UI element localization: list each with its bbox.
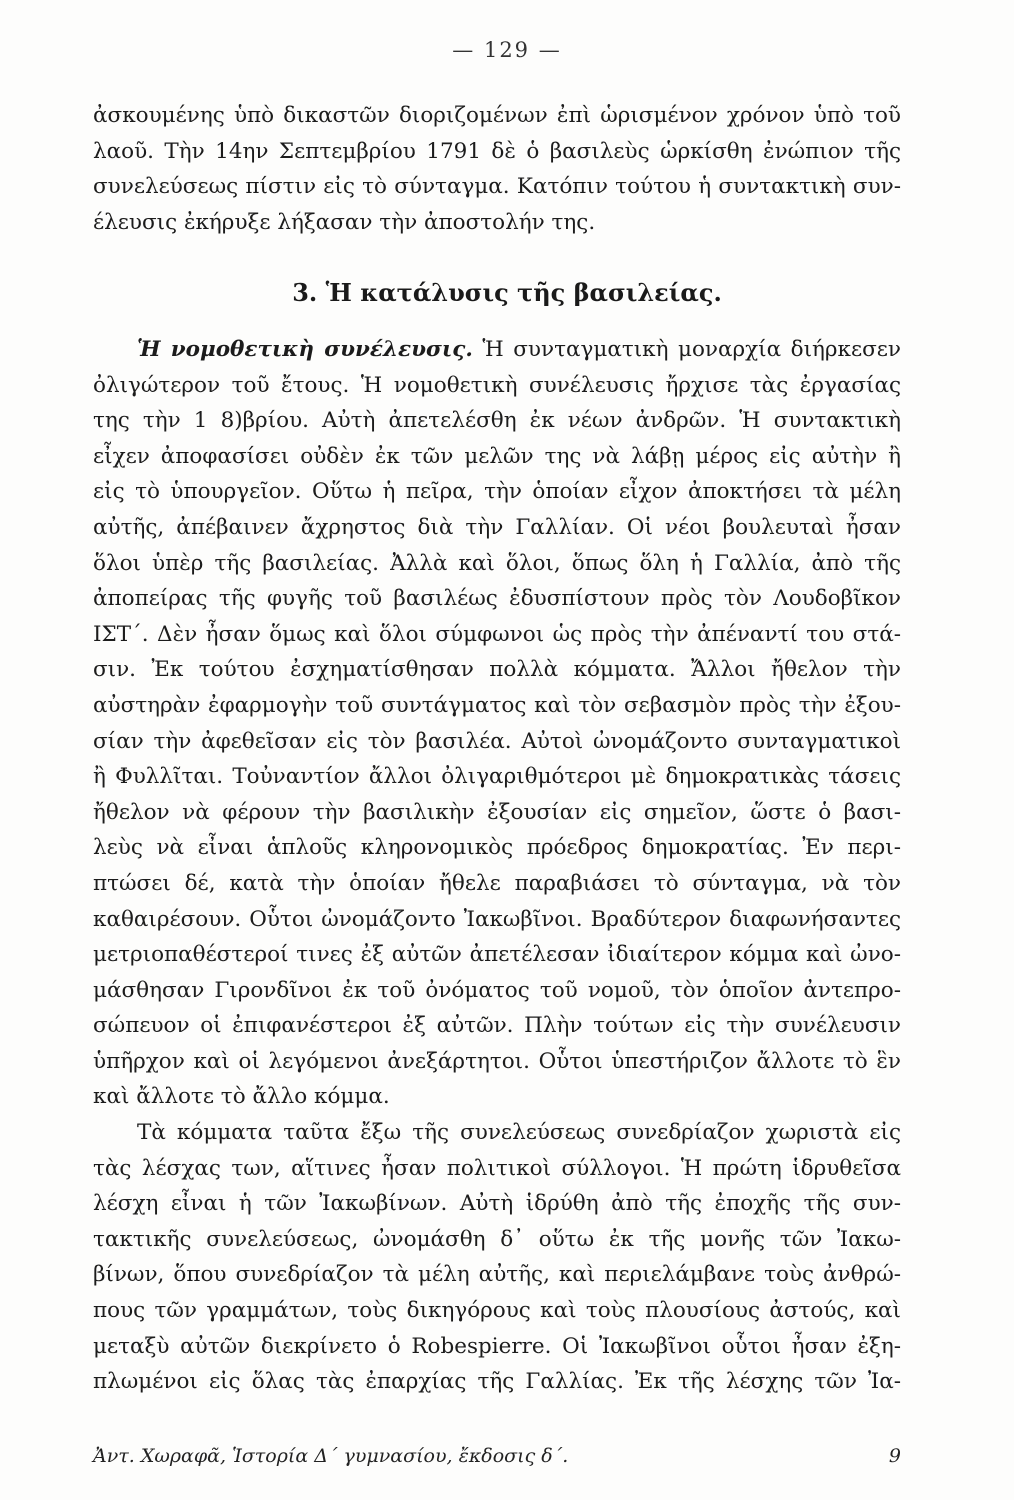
text-line: τακτικῆς συνελεύσεως, ὠνομάσθη δ᾽ οὕτω ἐκ τῆς μονῆς τῶν Ἰακω- xyxy=(93,1226,901,1252)
text-line: σίαν τὴν ἀφεθεῖσαν εἰς τὸν βασιλέα. Αὐτοὶ ὠνομάζοντο συνταγματικοὶ xyxy=(93,728,901,754)
page-footer xyxy=(93,1445,901,1467)
text-line: ὑπῆρχον καὶ οἱ λεγόμενοι ἀνεξάρτητοι. Οὗτοι ὑπεστήριζον ἄλλοτε τὸ ἓν xyxy=(93,1048,901,1074)
text-line: ἀσκουμένης ὑπὸ δικαστῶν διοριζομένων ἐπὶ ὡρισμένον χρόνον ὑπὸ τοῦ xyxy=(93,103,901,128)
text-line: τὰς λέσχας των, αἵτινες ἦσαν πολιτικοὶ σύλλογοι. Ἡ πρώτη ἱδρυθεῖσα xyxy=(93,1155,901,1181)
text-line: ΙΣΤ΄. Δὲν ἦσαν ὅμως καὶ ὅλοι σύμφωνοι ὡς πρὸς τὴν ἀπέναντί του στά- xyxy=(93,621,901,647)
text-line: ἀποπείρας τῆς φυγῆς τοῦ βασιλέως ἐδυσπίστουν πρὸς τὸν Λουδοβῖκον xyxy=(93,586,901,612)
text-line: ὅλοι ὑπὲρ τῆς βασιλείας. Ἀλλὰ καὶ ὅλοι, ὅπως ὅλη ἡ Γαλλία, ἀπὸ τῆς xyxy=(93,550,901,576)
text-line: εἰς τὸ ὑπουργεῖον. Οὕτω ἡ πεῖρα, τὴν ὁποίαν εἶχον ἀποκτήσει τὰ μέλη xyxy=(93,479,901,505)
section-heading: 3. Ἡ κατάλυσις τῆς βασιλείας. xyxy=(292,278,722,307)
text-line: έλευσις ἐκήρυξε λήξασαν τὴν ἀποστολήν της. xyxy=(93,209,596,235)
text-line: Τὰ κόμματα ταῦτα ἔξω τῆς συνελεύσεως συνεδρίαζον χωριστὰ εἰς xyxy=(137,1120,901,1146)
text-line: μεταξὺ αὐτῶν διεκρίνετο ὁ Robespierre. Οἱ Ἰακωβῖνοι οὗτοι ἦσαν ἐξη- xyxy=(93,1333,901,1359)
text-line: ἢ Φυλλῖται. Τοὐναντίον ἄλλοι ὀλιγαριθμότεροι μὲ δημοκρατικὰς τάσεις xyxy=(93,764,901,790)
text-line: πτώσει δέ, κατὰ τὴν ὁποίαν ἤθελε παραβιάσει τὸ σύνταγμα, νὰ τὸν xyxy=(93,870,901,896)
text-line: της τὴν 1 8)βρίου. Αὐτὴ ἀπετελέσθη ἐκ νέων ἀνδρῶν. Ἡ συντακτικὴ xyxy=(93,408,901,434)
intro-paragraph xyxy=(93,98,901,240)
text-line: πλωμένοι εἰς ὅλας τὰς ἐπαρχίας τῆς Γαλλίας. Ἐκ τῆς λέσχης τῶν Ἰα- xyxy=(93,1369,901,1395)
body-paragraph xyxy=(93,332,901,1400)
signature-mark: 9 xyxy=(888,1445,901,1467)
text-line: συνελεύσεως πίστιν εἰς τὸ σύνταγμα. Κατόπιν τούτου ἡ συντακτικὴ συν- xyxy=(93,174,901,200)
text-line: μετριοπαθέστεροί τινες ἐξ αὐτῶν ἀπετέλεσαν ἰδιαίτερον κόμμα καὶ ὠνο- xyxy=(93,942,901,968)
text-line: ὀλιγώτερον τοῦ ἔτους. Ἡ νομοθετικὴ συνέλευσις ἤρχισε τὰς ἐργασίας xyxy=(93,372,901,398)
text-line: λέσχη εἶναι ἡ τῶν Ἰακωβίνων. Αὐτὴ ἱδρύθη ἀπὸ τῆς ἐποχῆς τῆς συν- xyxy=(93,1191,901,1217)
text-line: καθαιρέσουν. Οὗτοι ὠνομάζοντο Ἰακωβῖνοι. Βραδύτερον διαφωνήσαντες xyxy=(93,906,901,932)
text-line: λαοῦ. Τὴν 14ην Σεπτεμβρίου 1791 δὲ ὁ βασιλεὺς ὡρκίσθη ἐνώπιον τῆς xyxy=(93,138,901,164)
text-line: πους τῶν γραμμάτων, τοὺς δικηγόρους καὶ τοὺς πλουσίους ἀστούς, καὶ xyxy=(93,1298,901,1324)
text-line: αὐτῆς, ἀπέβαινεν ἄχρηστος διὰ τὴν Γαλλίαν. Οἱ νέοι βουλευταὶ ἦσαν xyxy=(93,514,901,540)
text-line: βίνων, ὅπου συνεδρίαζον τὰ μέλη αὐτῆς, καὶ περιελάμβανε τοὺς ἀνθρώ- xyxy=(93,1262,901,1288)
text-line: εἶχεν ἀποφασίσει οὐδὲν ἐκ τῶν μελῶν της νὰ λάβῃ μέρος εἰς αὐτὴν ἢ xyxy=(93,443,901,469)
text-line-with-lead xyxy=(93,332,901,368)
text-line: σώπευον οἱ ἐπιφανέστεροι ἐξ αὐτῶν. Πλὴν τούτων εἰς τὴν συνέλευσιν xyxy=(93,1013,901,1039)
text-line: Ἡ συνταγματικὴ μοναρχία διήρκεσεν xyxy=(472,337,901,362)
lead-term: Ἡ νομοθετικὴ συνέλευσις. xyxy=(137,337,473,362)
text-line-indented xyxy=(93,1115,901,1151)
page-number: — 129 — xyxy=(452,38,562,62)
text-line: καὶ ἄλλοτε τὸ ἄλλο κόμμα. xyxy=(93,1084,390,1110)
text-line: λεὺς νὰ εἶναι ἁπλοῦς κληρονομικὸς πρόεδρος δημοκρατίας. Ἐν περι- xyxy=(93,835,901,861)
text-line: σιν. Ἐκ τούτου ἐσχηματίσθησαν πολλὰ κόμματα. Ἄλλοι ἤθελον τὴν xyxy=(93,657,901,683)
text-line: αὐστηρὰν ἐφαρμογὴν τοῦ συντάγματος καὶ τὸν σεβασμὸν πρὸς τὴν ἐξου- xyxy=(93,692,901,718)
footer-source: Ἀντ. Χωραφᾶ, Ἱστορία Δ΄ γυμνασίου, ἔκδοσις δ΄. xyxy=(93,1445,569,1467)
text-line: ἤθελον νὰ φέρουν τὴν βασιλικὴν ἐξουσίαν εἰς σημεῖον, ὥστε ὁ βασι- xyxy=(93,799,901,825)
text-line: μάσθησαν Γιρονδῖνοι ἐκ τοῦ ὀνόματος τοῦ νομοῦ, τὸν ὁποῖον ἀντεπρο- xyxy=(93,977,901,1003)
